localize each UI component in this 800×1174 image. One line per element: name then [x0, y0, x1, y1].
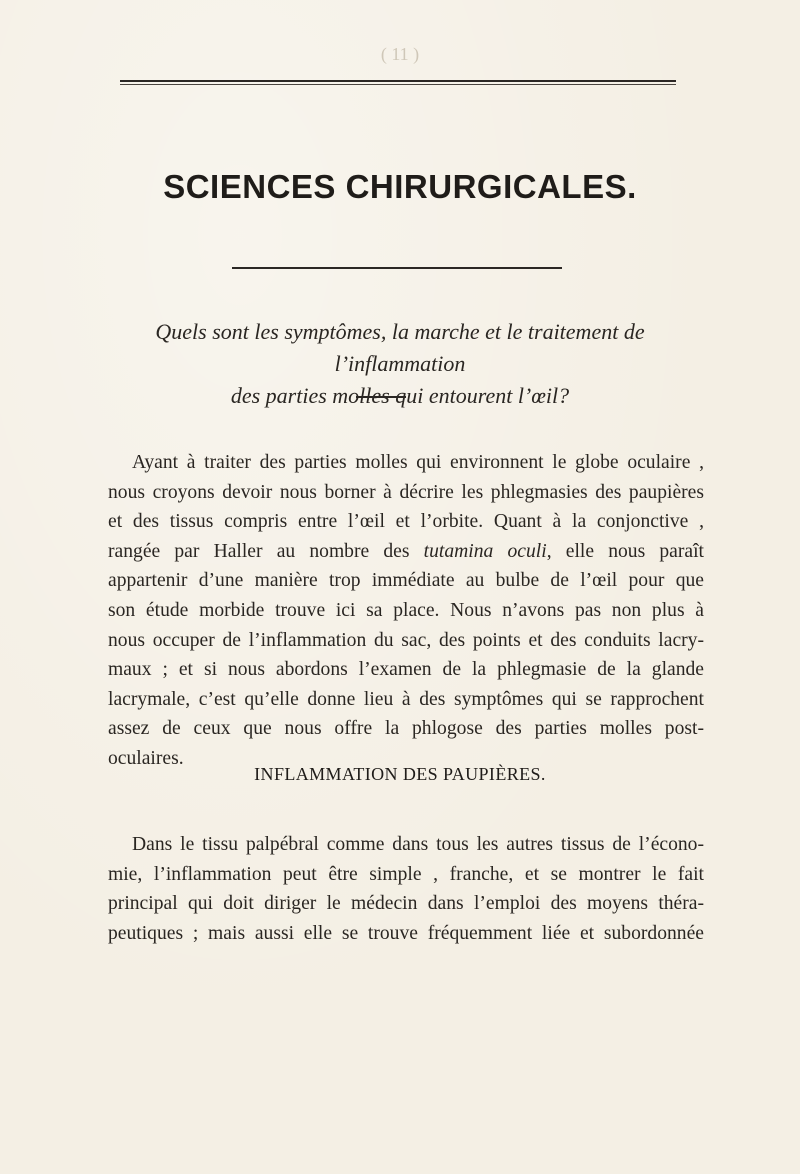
- paragraph-line: Ayant à traiter des parties molles qui environnent le globe oculaire ,: [132, 452, 704, 473]
- paragraph-line: oculaires.: [108, 747, 184, 769]
- section-title: SCIENCES CHIRURGICALES.: [163, 168, 637, 205]
- question-line-2: des parties molles qui entourent l’œil?: [230, 383, 570, 408]
- paragraph-line: son étude morbide trouve ici sa place. Nous n’avons pas non plus à: [108, 599, 704, 621]
- paragraph-line: lacrymale, c’est qu’elle donne lieu à des symptômes qui se rapprochent: [108, 688, 704, 710]
- paragraph-line: maux ; et si nous abordons l’examen de la phlegmasie de la glande: [108, 659, 704, 681]
- subheading: INFLAMMATION DES PAUPIÈRES.: [254, 764, 546, 784]
- paragraph-line: nous occuper de l’inflammation du sac, des points et des conduits lacry-: [108, 629, 704, 651]
- paragraph-line: principal qui doit diriger le médecin dans l’emploi des moyens théra-: [108, 893, 704, 915]
- paragraph-line: Dans le tissu palpébral comme dans tous les autres tissus de l’écono-: [132, 834, 704, 855]
- question-line-1: Quels sont les symptômes, la marche et le traitement de l’inflammation: [155, 319, 645, 376]
- latin-term: tutamina oculi: [423, 540, 547, 562]
- paragraph-line: et des tissus compris entre l’œil et l’orbite. Quant à la conjonctive ,: [108, 511, 704, 533]
- title-divider: [232, 267, 562, 269]
- paragraph-text: rangée par Haller au nombre des: [108, 540, 410, 562]
- question-divider: [356, 396, 406, 398]
- paragraph-intro: [108, 448, 704, 774]
- paragraph-line: appartenir d’une manière trop immédiate au bulbe de l’œil pour que: [108, 570, 704, 592]
- paragraph-line-with-latin: [108, 537, 704, 567]
- paragraph-eyelids: [108, 830, 704, 948]
- paragraph-text: , elle nous paraît: [546, 540, 704, 562]
- paragraph-line: assez de ceux que nous offre la phlogose des parties molles post-: [108, 718, 704, 740]
- paragraph-line: peutiques ; mais aussi elle se trouve fréquemment liée et subordonnée: [108, 922, 704, 944]
- paragraph-line: nous croyons devoir nous borner à décrire les phlegmasies des paupières: [108, 481, 704, 503]
- paragraph-line: mie, l’inflammation peut être simple , franche, et se montrer le fait: [108, 863, 704, 885]
- page-number: ( 11 ): [380, 44, 420, 64]
- top-rule: [120, 80, 676, 85]
